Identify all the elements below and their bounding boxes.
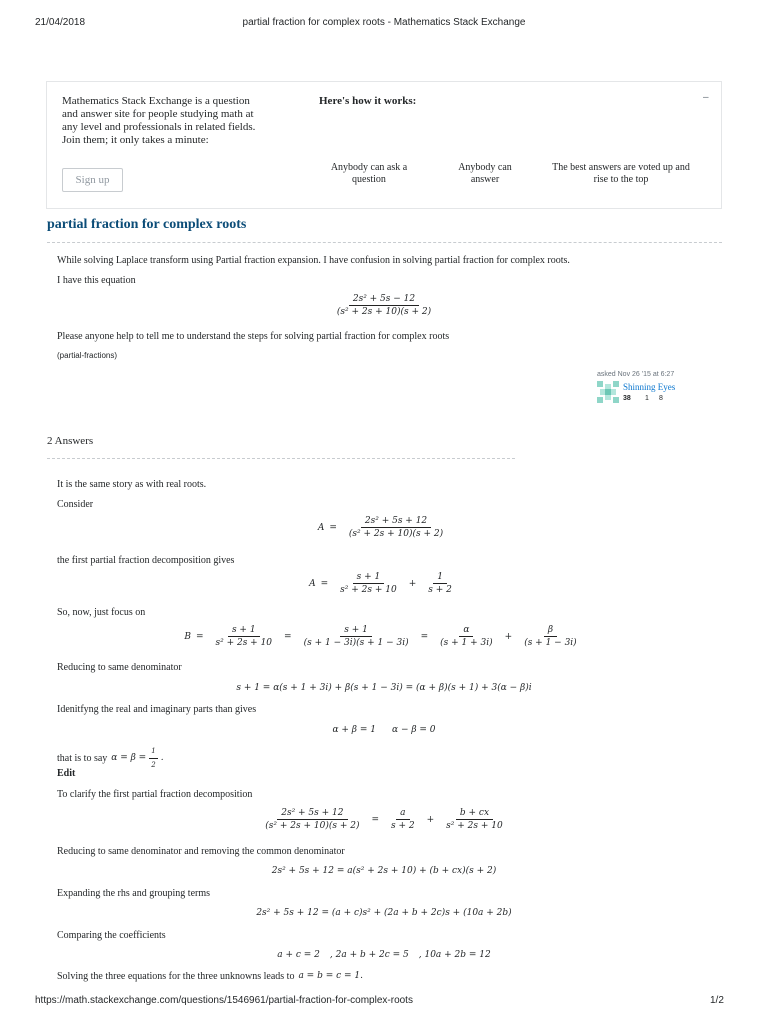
user-avatar[interactable] [597, 381, 619, 403]
answer-line-2: Consider [57, 499, 94, 510]
banner-intro: Mathematics Stack Exchange is a question and answer site for people studying math at any level and professionals in related fields. Join them; it only takes a minute: [62, 95, 256, 146]
answer-line-8: To clarify the first partial fraction decomposition [57, 789, 253, 800]
print-title: partial fraction for complex roots - Mathematics Stack Exchange [242, 17, 526, 28]
question-paragraph-2: I have this equation [57, 275, 136, 286]
print-url: https://math.stackexchange.com/questions/1546961/partial-fraction-for-complex-roots [35, 995, 413, 1006]
answer-line-11: Comparing the coefficients [57, 930, 166, 941]
question-equation: $\frac{\text{2s² + 5s − 12}}{\text{(s² + 2s + 10)(s + 2)}}$ [336, 294, 432, 317]
answer-line-5: Reducing to same denominator [57, 662, 182, 673]
user-bronze-badges: 8 [659, 395, 663, 402]
answer-line-12-text: Solving the three equations for the three unknowns leads to [57, 971, 295, 982]
answer-line-9: Reducing to same denominator and removing the common denominator [57, 846, 345, 857]
equation-grouped: 2s² + 5s + 12 = (a + c)s² + (2a + b + 2c)s + (10a + 2b) [256, 908, 512, 918]
question-paragraph-1: While solving Laplace transform using Partial fraction expansion. I have confusion in solving partial fraction for complex roots. [57, 255, 570, 266]
answer-line-7-text: that is to say [57, 753, 108, 764]
user-name-link[interactable]: Shinning Eyes [623, 382, 676, 392]
how-it-works-heading: Here's how it works: [319, 95, 417, 107]
join-banner [46, 81, 722, 209]
asked-date: asked Nov 26 '15 at 6:27 [597, 371, 675, 378]
answer-line-10: Expanding the rhs and grouping terms [57, 888, 211, 899]
user-silver-badges: 1 [645, 395, 649, 402]
equation-decomposition: $\frac{\text{2s² + 5s + 12}}{\text{(s² + 2s + 10)(s + 2)}}$ = $\frac{a}{s + 2}$ + $\frac{b + cx}{\text{s² + 2s + 10}}$ [265, 808, 503, 831]
edit-heading: Edit [57, 768, 76, 779]
equation-same-denominator: s + 1 = α(s + 1 + 3i) + β(s + 1 − 3i) = (α + β)(s + 1) + 3(α − β)i [236, 683, 532, 693]
answer-line-1: It is the same story as with real roots. [57, 479, 207, 490]
title-divider [47, 242, 722, 243]
equation-coefficients: a + c = 2 , 2a + b + 2c = 5 , 10a + 2b = 12 [277, 950, 491, 960]
answer-line-6: Idenitfyng the real and imaginary parts than gives [57, 704, 257, 715]
answer-line-12: Solving the three equations for the three unknowns leads to a = b = c = 1. [57, 971, 363, 982]
close-banner-button[interactable]: – [703, 92, 709, 103]
answer-line-7: that is to say α = β = $\frac{1}{2}$ . [57, 747, 164, 769]
sign-up-button[interactable]: Sign up [62, 168, 123, 192]
equation-a: A = $\frac{\text{2s² + 5s + 12}}{\text{(s² + 2s + 10)(s + 2)}}$ [317, 516, 444, 539]
answers-divider [47, 458, 515, 459]
equation-b: B = $\frac{s + 1}{\text{s² + 2s + 10}}$ = $\frac{s + 1}{(s + 1 - 3i)(s + 1 - 3i)}$ = $\frac{\alpha}{(s + 1 + 3i)}$ + $\frac{\beta}{(s + 1 - 3i)}$ [184, 625, 577, 648]
question-paragraph-3: Please anyone help to tell me to understand the steps for solving partial fraction for complex roots [57, 331, 450, 342]
answer-line-3: the first partial fraction decomposition gives [57, 555, 235, 566]
print-date: 21/04/2018 [35, 17, 86, 28]
equation-real-imag: α + β = 1 α − β = 0 [332, 725, 436, 735]
question-title[interactable]: partial fraction for complex roots [47, 217, 247, 232]
step-vote: The best answers are voted up and rise to the top [552, 162, 690, 185]
step-ask: Anybody can ask a question [330, 162, 408, 185]
answers-count-heading: 2 Answers [47, 435, 94, 447]
answer-line-4: So, now, just focus on [57, 607, 146, 618]
print-page-number: 1/2 [710, 995, 724, 1006]
user-reputation: 38 [623, 395, 631, 402]
equation-a-decomposed: A = $\frac{s + 1}{\text{s² + 2s + 10}}$ + $\frac{1}{s + 2}$ [309, 572, 452, 595]
tag-partial-fractions[interactable]: (partial-fractions) [57, 351, 118, 360]
equation-remove-denominator: 2s² + 5s + 12 = a(s² + 2s + 10) + (b + cx)(s + 2) [271, 866, 497, 876]
step-answer: Anybody can answer [458, 162, 512, 185]
